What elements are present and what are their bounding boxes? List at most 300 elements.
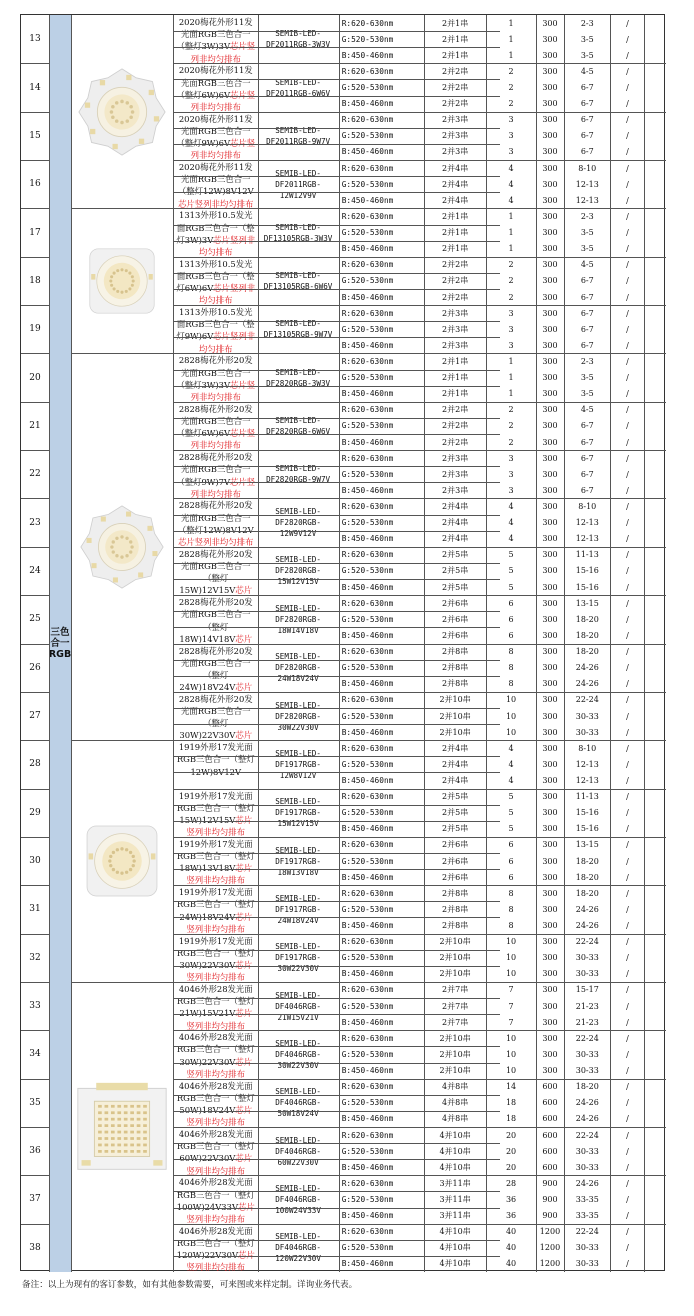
description-text: 2020梅花外形11发光面RGB三色合一（整灯3W)3V [176,17,253,52]
spec-ma: 4 [508,163,514,173]
spec-c: 2并6串 [442,614,469,624]
description-text: 1313外形10.5发光面RGB三色合一（整灯6W)6V [176,258,255,294]
plum-blossom-led-board-image [71,353,173,740]
spec-ma: 2 [508,405,514,415]
spec-n: 300 [542,373,558,383]
spec-n: 300 [542,904,558,914]
spec-n: 300 [542,808,558,818]
spec-v: 24-26 [575,1178,599,1188]
spec-c: 2并6串 [442,840,469,850]
spec-e: / [626,743,629,753]
spec-n: 300 [542,244,558,254]
product-description [173,837,258,885]
spec-c: 2并1串 [442,389,469,399]
spec-e: / [626,1033,629,1043]
spec-n: 300 [542,83,558,92]
spec-ma: 18 [505,1098,517,1108]
spec-c: 4并10串 [439,1130,471,1140]
spec-ma: 1 [508,228,514,238]
spec-e: / [626,1243,629,1253]
product-description [173,15,258,63]
spec-v: 30-33 [575,953,599,963]
row-number: 34 [29,1049,41,1060]
description-text: 1313外形10.5发光面RGB三色合一（整灯9W)6V [176,307,255,342]
spec-ma: 4 [508,502,514,511]
spec-v: 3-5 [580,244,594,254]
spec-n: 300 [542,582,558,592]
spec-ma: 1 [508,34,514,44]
spec-c: 2并8串 [442,647,469,657]
spec-v: 30-33 [575,969,599,979]
spec-n: 300 [542,453,558,463]
spec-c: 2并4串 [442,179,469,189]
description-text: 2020梅花外形11发光面RGB三色合一（整灯6W)6V [176,65,253,100]
model-number: SEMIB-LED-DF1917RGB-24W18V24V [275,893,321,925]
spec-c: 2并8串 [442,921,469,930]
spec-ma: 8 [508,888,514,898]
spec-c: 2并8串 [442,663,469,673]
spec-v: 8-10 [578,743,597,753]
spec-v: 11-13 [575,792,599,802]
spec-n: 300 [542,1001,558,1011]
spec-ma: 2 [508,437,514,447]
spec-c: 2并1串 [442,228,469,238]
spec-v: 3-5 [580,389,594,399]
spec-e: / [626,808,629,818]
spec-e: / [626,99,629,109]
spec-v: 18-20 [575,647,599,657]
spec-c: 2并1串 [442,356,469,366]
model-number: SEMIB-LED-DF2011RGB-3W3V [266,29,331,50]
spec-v: 3-5 [580,50,594,60]
spec-e: / [626,1066,629,1076]
spec-v: 12-13 [575,534,599,544]
spec-v: 15-16 [575,808,599,818]
row-number: 33 [29,1001,41,1012]
spec-c: 3并11串 [439,1211,471,1221]
spec-ma: 6 [508,630,514,640]
spec-ma: 5 [508,550,514,560]
model-number: SEMIB-LED-DF2820RGB-12W9V12V [275,507,321,539]
spec-c: 2并2串 [442,260,469,270]
spec-n: 300 [542,147,558,157]
description-text: 4046外形28发光面RGB三色合一（整灯30W)22V30V [176,1032,255,1067]
spec-n: 900 [542,1178,558,1188]
spec-w: G:520-530nm [341,228,394,238]
spec-ma: 10 [505,969,517,979]
spec-ma: 7 [508,985,514,995]
spec-c: 2并3串 [442,115,469,125]
spec-v: 2-3 [580,211,594,221]
spec-w: B:450-460nm [341,244,394,254]
spec-e: / [626,647,629,657]
spec-w: B:450-460nm [341,872,394,882]
spec-e: / [626,840,629,850]
spec-e: / [626,276,629,286]
spec-w: G:520-530nm [341,34,394,44]
spec-e: / [626,711,629,721]
spec-w: G:520-530nm [341,83,394,92]
spec-n: 300 [542,550,558,560]
spec-c: 2并4串 [442,163,469,173]
spec-v: 18-20 [575,856,599,866]
spec-c: 2并3串 [442,308,469,318]
spec-e: / [626,534,629,544]
description-text: 4046外形28发光面RGB三色合一（整灯60W)22V30V [176,1128,255,1164]
spec-v: 18-20 [575,630,599,640]
spec-ma: 28 [505,1178,517,1188]
spec-e: / [626,179,629,189]
spec-n: 300 [542,598,558,608]
spec-ma: 1 [508,373,514,383]
product-description [173,1127,258,1175]
spec-w: G:520-530nm [341,904,394,914]
spec-ma: 36 [505,1211,517,1221]
spec-n: 300 [542,824,558,834]
row-number: 19 [29,324,41,335]
spec-c: 2并1串 [442,373,469,383]
spec-c: 2并3串 [442,485,469,495]
product-description [173,450,258,498]
spec-e: / [626,244,629,254]
spec-ma: 6 [508,856,514,866]
model-number: SEMIB-LED-DF1917RGB-12W8V12V [275,748,321,780]
spec-e: / [626,582,629,592]
spec-n: 300 [542,163,558,173]
model-number: SEMIB-LED-DF1917RGB-15W12V15V [275,797,321,829]
spec-c: 2并1串 [442,211,469,221]
spec-n: 600 [542,1114,558,1124]
spec-n: 300 [542,421,558,431]
spec-w: B:450-460nm [341,485,394,495]
model-number: SEMIB-LED-DF2820RGB-15W12V15V [275,555,321,587]
spec-c: 4并10串 [439,1259,471,1269]
spec-n: 300 [542,727,558,737]
spec-ma: 5 [508,582,514,592]
spec-w: G:520-530nm [341,663,394,673]
spec-ma: 20 [505,1162,517,1172]
product-description [173,1175,258,1223]
spec-n: 300 [542,566,558,576]
row-number: 23 [29,517,41,528]
spec-e: / [626,1178,629,1188]
spec-c: 4并8串 [442,1082,469,1092]
spec-ma: 4 [508,775,514,785]
spec-c: 2并10串 [439,969,471,979]
spec-v: 13-15 [575,598,599,608]
spec-n: 600 [542,1082,558,1092]
description-text: 2828梅花外形20发光面RGB三色合一（整灯24W)18V24V [178,645,253,692]
spec-c: 2并5串 [442,792,469,802]
spec-ma: 10 [505,695,517,705]
spec-v: 13-15 [575,840,599,850]
spec-n: 1200 [539,1243,561,1253]
spec-v: 24-26 [575,663,599,673]
spec-w: G:520-530nm [341,711,394,721]
spec-c: 2并10串 [439,1033,471,1043]
model-number: SEMIB-LED-DF2011RGB-9W7V [266,125,331,146]
product-description [173,112,258,160]
description-text: 4046外形28发光面RGB三色合一（整灯100W)24V33V [176,1177,255,1212]
chip-layout-note: 芯片竖列非均匀排布 [186,1008,253,1031]
spec-w: G:520-530nm [341,1098,394,1108]
spec-e: / [626,759,629,769]
spec-ma: 8 [508,921,514,930]
spec-ma: 2 [508,66,514,76]
spec-w: B:450-460nm [341,50,394,60]
spec-e: / [626,356,629,366]
spec-w: B:450-460nm [341,340,394,350]
row-number: 30 [29,856,41,867]
spec-c: 4并10串 [439,1243,471,1253]
spec-ma: 3 [508,308,514,318]
model-number: SEMIB-LED-DF1917RGB-18W13V18V [275,845,321,877]
spec-v: 2-3 [580,18,594,28]
spec-v: 4-5 [580,260,594,270]
spec-c: 2并3串 [442,340,469,350]
hexagonal-star-led-board-image [71,15,173,208]
spec-v: 12-13 [575,195,599,205]
spec-c: 3并11串 [439,1178,471,1188]
spec-w: G:520-530nm [341,373,394,383]
spec-w: B:450-460nm [341,1211,394,1221]
spec-e: / [626,211,629,221]
spec-c: 2并3串 [442,469,469,479]
spec-v: 3-5 [580,34,594,44]
chip-layout-note: 芯片 [235,633,253,644]
spec-c: 2并2串 [442,292,469,302]
row-number: 24 [29,565,41,576]
chip-layout-note: 芯片竖列非均匀排布 [178,537,254,547]
row-number: 20 [29,372,41,383]
spec-n: 300 [542,743,558,753]
spec-n: 300 [542,518,558,528]
spec-n: 300 [542,469,558,479]
spec-w: B:450-460nm [341,1162,394,1172]
spec-e: / [626,1227,629,1237]
spec-n: 300 [542,679,558,689]
spec-w: R:620-630nm [341,453,394,463]
spec-ma: 6 [508,614,514,624]
spec-e: / [626,373,629,383]
spec-w: G:520-530nm [341,1001,394,1011]
spec-w: R:620-630nm [341,1178,394,1188]
spec-w: G:520-530nm [341,1049,394,1059]
spec-w: R:620-630nm [341,647,394,657]
spec-e: / [626,921,629,930]
spec-w: G:520-530nm [341,953,394,963]
spec-v: 22-24 [575,695,599,705]
spec-v: 33-35 [575,1194,599,1204]
spec-table [20,14,665,1271]
product-description [173,885,258,933]
spec-n: 300 [542,985,558,995]
spec-n: 600 [542,1146,558,1156]
spec-v: 24-26 [575,1114,599,1124]
spec-e: / [626,340,629,350]
product-description [173,934,258,982]
chip-layout-note: 芯片 [235,585,253,596]
spec-v: 18-20 [575,1082,599,1092]
spec-v: 24-26 [575,921,599,930]
spec-n: 300 [542,502,558,511]
product-description [173,789,258,837]
spec-w: B:450-460nm [341,582,394,592]
spec-c: 2并2串 [442,405,469,415]
spec-ma: 8 [508,647,514,657]
description-text: 1919外形17发光面RGB三色合一（整灯24W)18V24V [176,887,255,922]
spec-n: 1200 [539,1259,561,1269]
spec-e: / [626,1194,629,1204]
spec-v: 6-7 [580,485,594,495]
spec-ma: 4 [508,759,514,769]
spec-v: 18-20 [575,888,599,898]
product-description [173,353,258,401]
spec-w: B:450-460nm [341,1259,394,1269]
spec-v: 6-7 [580,469,594,479]
spec-n: 300 [542,34,558,44]
spec-n: 300 [542,324,558,334]
spec-e: / [626,953,629,963]
spec-e: / [626,469,629,479]
spec-ma: 40 [505,1227,517,1237]
row-number: 32 [29,952,41,963]
spec-w: R:620-630nm [341,66,394,76]
category-cell: 三色合一RGB [49,15,71,1272]
row-number: 35 [29,1097,41,1108]
spec-ma: 1 [508,356,514,366]
spec-e: / [626,727,629,737]
spec-n: 300 [542,308,558,318]
spec-e: / [626,34,629,44]
spec-ma: 3 [508,340,514,350]
spec-c: 2并10串 [439,937,471,947]
spec-e: / [626,83,629,92]
row-number: 28 [29,759,41,770]
spec-c: 2并6串 [442,856,469,866]
spec-n: 900 [542,1194,558,1204]
spec-w: R:620-630nm [341,840,394,850]
spec-ma: 7 [508,1001,514,1011]
spec-n: 300 [542,663,558,673]
spec-w: B:450-460nm [341,921,394,930]
spec-n: 300 [542,340,558,350]
spec-ma: 1 [508,50,514,60]
spec-ma: 20 [505,1146,517,1156]
spec-c: 2并6串 [442,598,469,608]
model-number: SEMIB-LED-DF2820RGB-18W14V18V [275,603,321,635]
row-number: 37 [29,1194,41,1205]
model-number: SEMIB-LED-DF4046RGB-30W22V30V [275,1038,321,1070]
spec-v: 3-5 [580,228,594,238]
spec-c: 2并5串 [442,808,469,818]
spec-ma: 3 [508,453,514,463]
spec-n: 300 [542,937,558,947]
spec-e: / [626,969,629,979]
chip-layout-note: 芯片竖列非均匀排布 [186,1153,253,1176]
spec-e: / [626,324,629,334]
spec-n: 300 [542,792,558,802]
product-description [173,982,258,1030]
spec-c: 2并2串 [442,83,469,92]
spec-ma: 2 [508,83,514,92]
spec-n: 300 [542,840,558,850]
chip-layout-note: 芯片 [235,682,253,692]
spec-n: 300 [542,228,558,238]
spec-w: B:450-460nm [341,99,394,109]
spec-e: / [626,1146,629,1156]
spec-v: 6-7 [580,437,594,447]
spec-v: 6-7 [580,276,594,286]
spec-v: 6-7 [580,340,594,350]
spec-n: 300 [542,1049,558,1059]
spec-w: R:620-630nm [341,937,394,947]
spec-w: G:520-530nm [341,759,394,769]
spec-e: / [626,485,629,495]
spec-n: 300 [542,614,558,624]
spec-ma: 10 [505,937,517,947]
spec-v: 6-7 [580,292,594,302]
spec-v: 6-7 [580,308,594,318]
spec-e: / [626,904,629,914]
spec-e: / [626,872,629,882]
spec-c: 2并8串 [442,904,469,914]
spec-w: R:620-630nm [341,985,394,995]
model-number: SEMIB-LED-DF2820RGB-30W22V30V [275,700,321,732]
spec-w: G:520-530nm [341,856,394,866]
spec-e: / [626,308,629,318]
spec-c: 2并5串 [442,550,469,560]
spec-n: 300 [542,211,558,221]
spec-e: / [626,775,629,785]
spec-ma: 14 [505,1082,517,1092]
spec-w: R:620-630nm [341,356,394,366]
spec-e: / [626,437,629,447]
chip-layout-note: 芯片竖列非均匀排布 [199,283,256,306]
description-text: 2828梅花外形20发光面RGB三色合一（整灯18W)14V18V [178,597,253,644]
spec-n: 300 [542,695,558,705]
spec-c: 2并10串 [439,953,471,963]
spec-w: R:620-630nm [341,888,394,898]
model-number: SEMIB-LED-DF4046RGB-120W22V30V [275,1232,321,1264]
spec-w: G:520-530nm [341,1146,394,1156]
spec-w: B:450-460nm [341,147,394,157]
spec-w: G:520-530nm [341,1243,394,1253]
spec-w: R:620-630nm [341,211,394,221]
spec-n: 300 [542,888,558,898]
spec-n: 300 [542,99,558,109]
chip-layout-note: 芯片 [235,730,253,741]
spec-ma: 40 [505,1243,517,1253]
spec-w: B:450-460nm [341,437,394,447]
spec-w: B:450-460nm [341,630,394,640]
spec-e: / [626,1049,629,1059]
spec-ma: 3 [508,131,514,141]
spec-ma: 10 [505,1049,517,1059]
spec-w: B:450-460nm [341,1066,394,1076]
spec-ma: 3 [508,485,514,495]
spec-v: 18-20 [575,614,599,624]
chip-layout-note: 芯片竖列非均匀排布 [186,911,253,934]
description-text: 2828梅花外形20发光面RGB三色合一（整灯30W)22V30V [178,693,253,741]
model-number: SEMIB-LED-DF4046RGB-21W15V21V [275,990,321,1022]
spec-c: 4并10串 [439,1146,471,1156]
spec-w: G:520-530nm [341,566,394,576]
spec-w: B:450-460nm [341,389,394,399]
spec-e: / [626,1098,629,1108]
spec-n: 300 [542,437,558,447]
spec-e: / [626,405,629,415]
